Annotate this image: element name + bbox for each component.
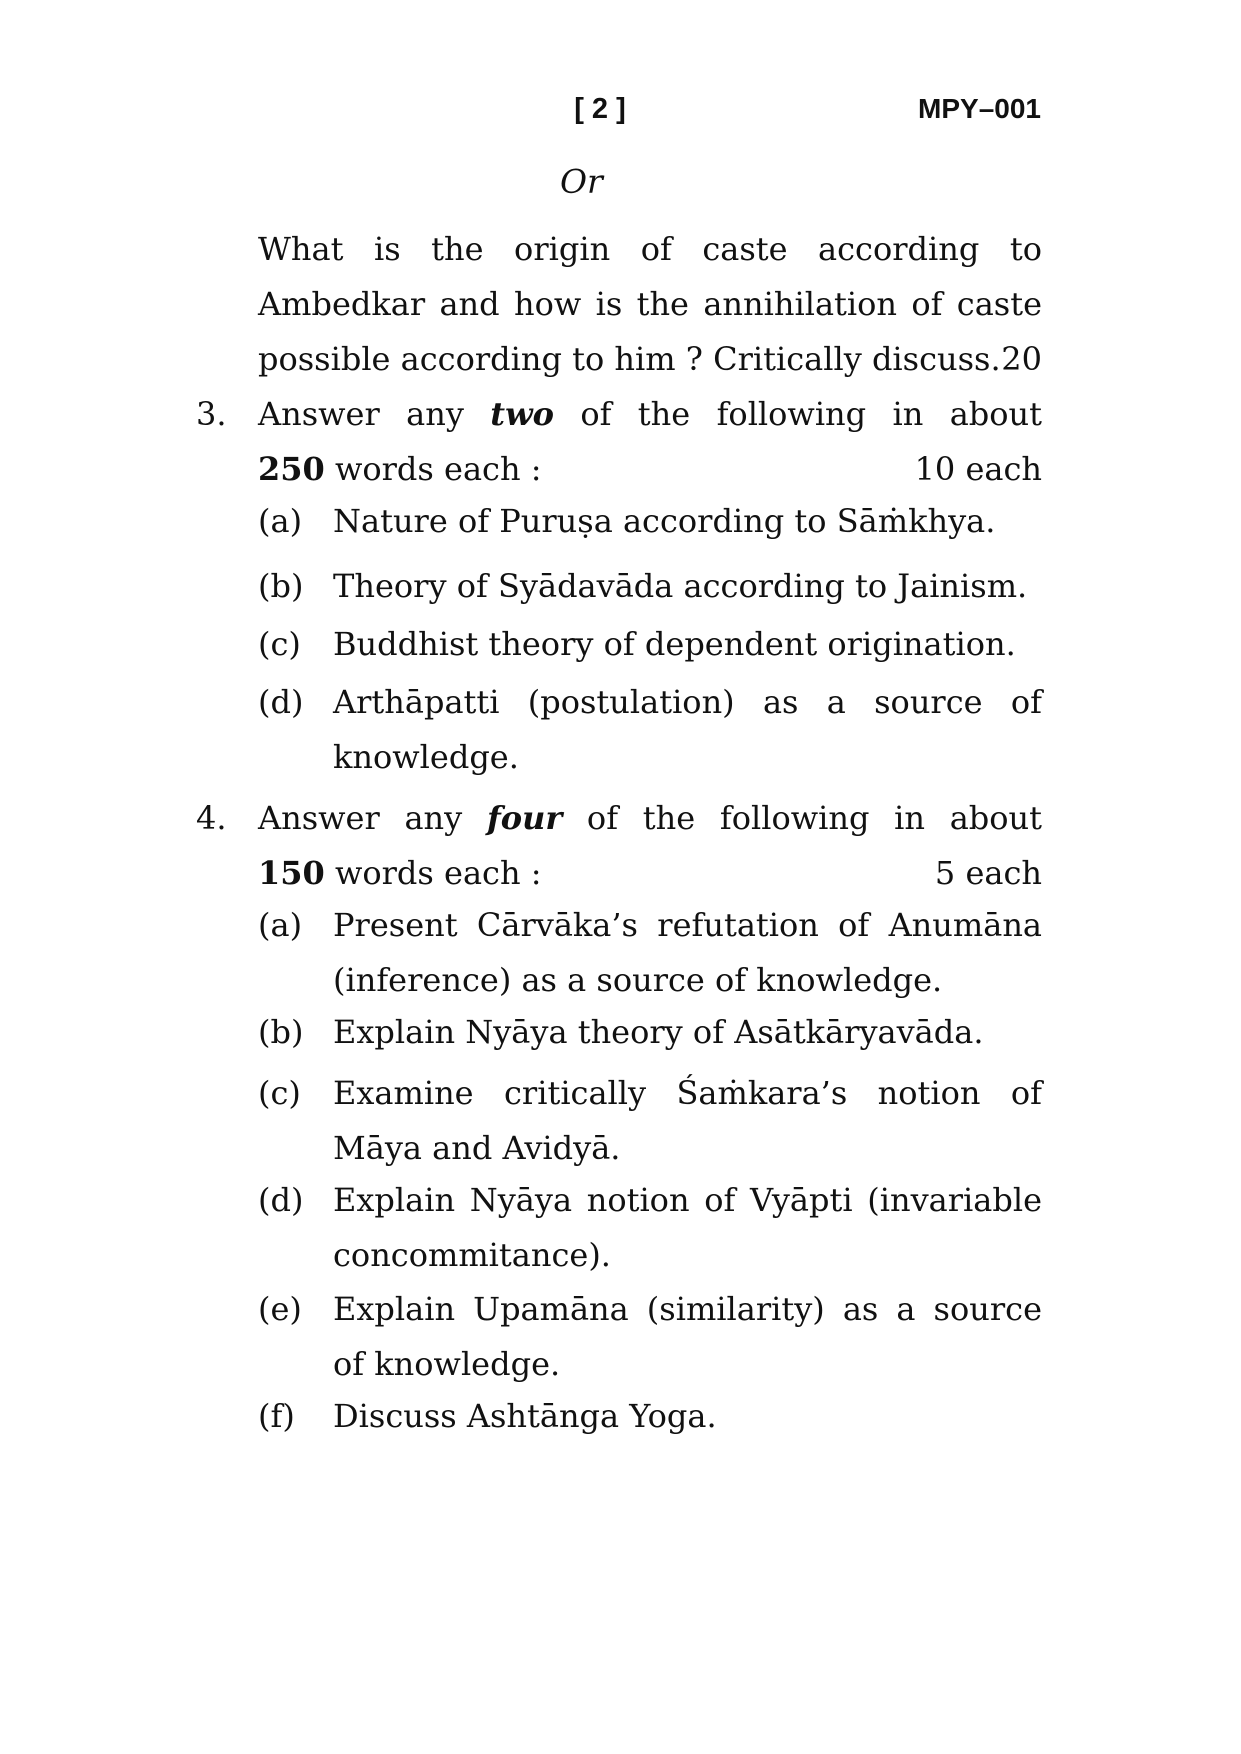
item-text: Buddhist theory of dependent origination.	[333, 625, 1016, 663]
item-text: Explain Upamāna (similarity) as a source of knowledge.	[333, 1290, 1042, 1383]
question-4-emphasis: four	[486, 799, 563, 837]
question-3-intro-post: of the following in about	[580, 395, 1043, 433]
question-3-word-count: 250	[258, 450, 325, 488]
question-4-marks: 5 each	[934, 854, 1042, 892]
question-3-intro	[258, 387, 1042, 497]
item-label: (d)	[258, 683, 304, 721]
question-4-intro-line-1	[258, 791, 1042, 846]
item-text: Examine critically Śaṁkara’s notion of Māya and Avidyā.	[333, 1074, 1042, 1167]
item-label: (a)	[258, 906, 303, 944]
question-3-emphasis: two	[490, 395, 554, 433]
question-4-intro-post: of the following in about	[586, 799, 1043, 837]
item-label: (c)	[258, 1074, 301, 1112]
question-4-intro-line-2	[258, 846, 1042, 901]
item-label: (c)	[258, 625, 301, 663]
question-4-word-count: 150	[258, 854, 325, 892]
question-3-intro-pre: Answer any	[258, 395, 464, 433]
or-label: Or	[560, 162, 603, 201]
item-text: Present Cārvāka’s refutation of Anumāna (inference) as a source of knowledge.	[333, 906, 1042, 999]
item-label: (b)	[258, 567, 304, 605]
question-4-intro-pre: Answer any	[258, 799, 463, 837]
alt-question	[258, 222, 1042, 387]
item-label: (f)	[258, 1397, 295, 1435]
alt-question-line-1: What is the origin of caste according to	[258, 230, 1042, 268]
question-4-intro	[258, 791, 1042, 901]
page-number: [ 2 ]	[574, 93, 626, 125]
item-label: (d)	[258, 1181, 304, 1219]
item-text: Arthāpatti (postulation) as a source of knowledge.	[333, 683, 1042, 776]
item-label: (b)	[258, 1013, 304, 1051]
question-3-intro-line-2	[258, 442, 1042, 497]
alt-question-marks: 20	[1001, 340, 1042, 378]
question-4-words-text: words each :	[334, 854, 542, 892]
alt-question-line-3-text: possible according to him ? Critically discuss.	[258, 340, 1001, 378]
item-label: (a)	[258, 502, 303, 540]
item-text: Discuss Ashtānga Yoga.	[333, 1397, 717, 1435]
question-4-words	[258, 846, 542, 901]
question-3-marks: 10 each	[914, 450, 1042, 488]
item-label: (e)	[258, 1290, 302, 1328]
alt-question-line-3	[258, 332, 1042, 387]
item-text: Explain Nyāya notion of Vyāpti (invariable concommitance).	[333, 1181, 1042, 1274]
alt-question-line-2: Ambedkar and how is the annihilation of caste	[258, 285, 1042, 323]
item-text: Explain Nyāya theory of Asātkāryavāda.	[333, 1013, 984, 1051]
question-3-words-text: words each :	[334, 450, 542, 488]
item-text: Nature of Puruṣa according to Sāṁkhya.	[333, 502, 996, 540]
question-3-intro-line-1	[258, 387, 1042, 442]
item-text: Theory of Syādavāda according to Jainism.	[333, 567, 1028, 605]
question-4-number: 4.	[196, 799, 227, 837]
question-3-number: 3.	[196, 395, 227, 433]
course-code: MPY–001	[918, 93, 1041, 124]
question-3-words	[258, 442, 542, 497]
